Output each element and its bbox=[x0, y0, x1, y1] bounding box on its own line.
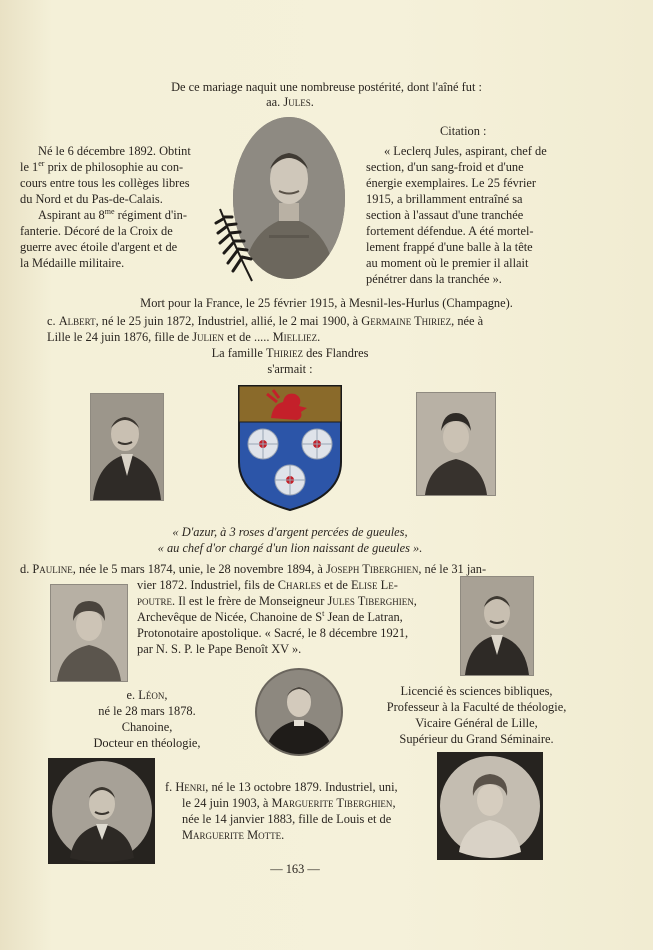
citation-line: section à l'assaut d'une tranchée bbox=[366, 208, 524, 222]
jules-bio-line: cours entre tous les collèges libres bbox=[20, 176, 190, 190]
citation-line: 1915, a brillamment entraîné sa bbox=[366, 192, 523, 206]
albert-line: c. Albert, né le 25 juin 1872, Industriel, allié, le 2 mai 1900, à Germaine Thiriez, née à bbox=[47, 314, 484, 328]
pauline-line: Archevêque de Nicée, Chanoine de $S^t$ Jean de Latran, bbox=[137, 608, 403, 624]
leon-title-line: Supérieur du Grand Séminaire. bbox=[399, 732, 554, 746]
henri-line: f. Henri, né le 13 octobre 1879. Industriel, uni, bbox=[165, 780, 398, 794]
leon-title-line: Licencié ès sciences bibliques, bbox=[400, 684, 553, 698]
man-portrait-image bbox=[91, 394, 163, 500]
jules-bio-line: guerre avec étoile d'argent et de bbox=[20, 240, 178, 254]
priest-portrait-image bbox=[257, 670, 341, 754]
germaine-portrait bbox=[416, 392, 496, 496]
citation-line: section, d'un sang-froid et d'une bbox=[366, 160, 524, 174]
woman-portrait-image bbox=[51, 585, 127, 681]
page-number: — 163 — bbox=[270, 862, 320, 876]
pauline-line: Protonotaire apostolique. « Sacré, le 8 décembre 1921, bbox=[137, 626, 409, 640]
citation-line: fortement défendue. A été mortel- bbox=[366, 224, 534, 238]
henri-line: le 24 juin 1903, à Marguerite Tiberghien, bbox=[182, 796, 396, 810]
palm-frond-icon bbox=[214, 205, 258, 285]
albert-portrait bbox=[90, 393, 164, 501]
citation-line: au moment où le premier il allait bbox=[366, 256, 529, 270]
jules-bio-line-prize: le 1er prix de philosophie au con- bbox=[20, 158, 184, 174]
pauline-portrait bbox=[50, 584, 128, 682]
man-portrait-image bbox=[461, 577, 533, 675]
albert-line: Lille le 24 juin 1876, fille de Julien et de ..... Mielliez. bbox=[47, 330, 321, 344]
leon-title-line: Professeur à la Faculté de théologie, bbox=[386, 700, 567, 714]
jules-bio-line-regiment: Aspirant au $8^{me}$ régiment d'in- bbox=[38, 206, 187, 222]
citation-title: Citation : bbox=[440, 124, 487, 138]
citation-line: lement frappé d'une balle à la tête bbox=[366, 240, 533, 254]
joseph-portrait bbox=[460, 576, 534, 676]
leon-portrait bbox=[255, 668, 343, 756]
death-line: Mort pour la France, le 25 février 1915, à Mesnil-les-Hurlus (Champagne). bbox=[140, 296, 513, 310]
pauline-line: d. Pauline, née le 5 mars 1874, unie, le 28 novembre 1894, à Joseph Tiberghien, né le 31 jan- bbox=[20, 562, 487, 576]
citation-line: énergie exemplaires. Le 25 février bbox=[366, 176, 537, 190]
jules-heading: aa. Jules. bbox=[266, 95, 314, 109]
citation-line: pénétrer dans la tranchée ». bbox=[366, 272, 502, 286]
jules-bio-line: fanterie. Décoré de la Croix de bbox=[20, 224, 173, 238]
woman-portrait-image bbox=[417, 393, 495, 495]
henri-line: née le 14 janvier 1883, fille de Louis et de bbox=[182, 812, 392, 826]
henri-line: Marguerite Motte. bbox=[182, 828, 285, 842]
leon-line: né le 28 mars 1878. bbox=[98, 704, 196, 718]
thiriez-coat-of-arms bbox=[237, 384, 343, 512]
leon-line: Docteur en théologie, bbox=[93, 736, 201, 750]
man-portrait-image bbox=[48, 758, 155, 864]
pauline-line: par N. S. P. le Pape Benoît XV ». bbox=[137, 642, 302, 656]
leon-title-line: Vicaire Général de Lille, bbox=[415, 716, 538, 730]
jules-bio-line: du Nord et du Pas-de-Calais. bbox=[20, 192, 163, 206]
citation-line: « Leclerq Jules, aspirant, chef de bbox=[384, 144, 547, 158]
thiriez-line: s'armait : bbox=[267, 362, 313, 376]
leon-line: e. Léon, bbox=[126, 688, 168, 702]
pauline-line: poutre. Il est le frère de Monseigneur Jules Tiberghien, bbox=[137, 594, 417, 608]
pauline-line: vier 1872. Industriel, fils de Charles et de Elise Le- bbox=[137, 578, 398, 592]
henri-portrait bbox=[48, 758, 155, 864]
blazon-line: « au chef d'or chargé d'un lion naissant de gueules ». bbox=[157, 541, 423, 555]
intro-line: De ce mariage naquit une nombreuse postérité, dont l'aîné fut : bbox=[171, 80, 482, 94]
marguerite-portrait bbox=[437, 752, 543, 860]
woman-portrait-image bbox=[437, 752, 543, 860]
blazon-line: « D'azur, à 3 roses d'argent percées de gueules, bbox=[172, 525, 408, 539]
jules-bio-line: la Médaille militaire. bbox=[20, 256, 125, 270]
jules-bio-line: Né le 6 décembre 1892. Obtint bbox=[38, 144, 191, 158]
leon-line: Chanoine, bbox=[121, 720, 173, 734]
thiriez-line: La famille Thiriez des Flandres bbox=[211, 346, 369, 360]
